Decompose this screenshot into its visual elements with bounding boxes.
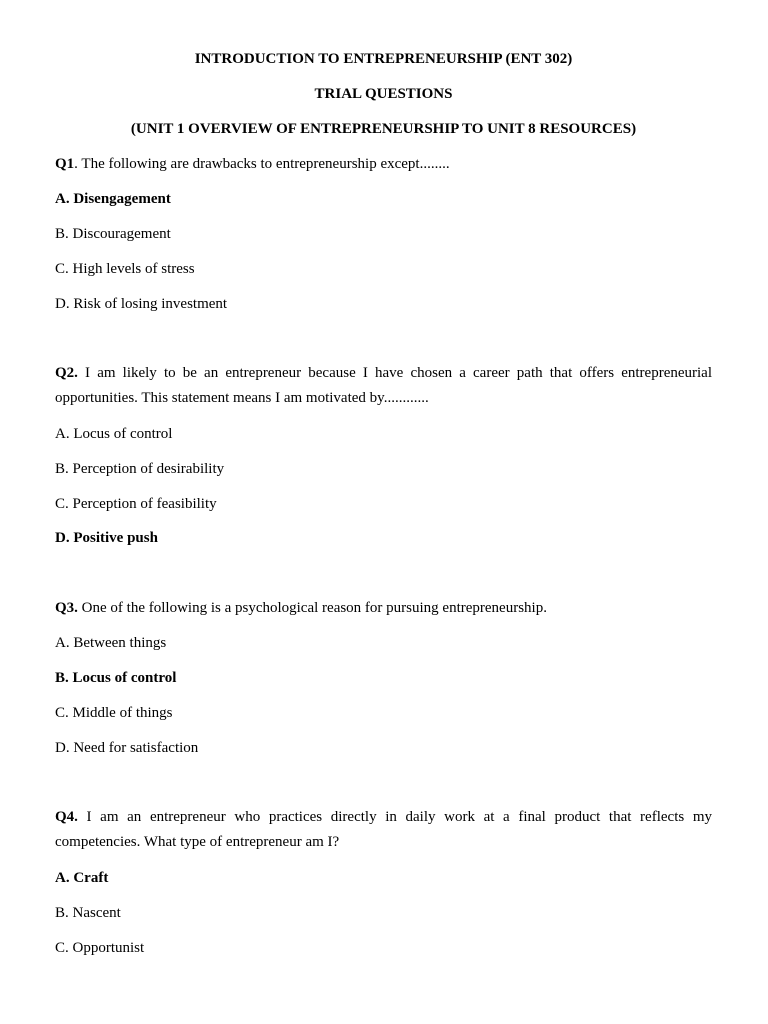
question-1-text: . The following are drawbacks to entrepreneurship except........ (74, 156, 450, 172)
question-1 (55, 156, 712, 173)
question-4 (55, 805, 712, 855)
question-2-number: Q2. (55, 365, 78, 381)
question-3 (55, 600, 712, 617)
document-title: INTRODUCTION TO ENTREPRENEURSHIP (ENT 302) (194, 51, 573, 67)
question-3-option-b: B. Locus of control (55, 670, 177, 686)
question-1-option-d: D. Risk of losing investment (55, 296, 228, 312)
question-4-option-a: A. Craft (55, 870, 109, 886)
question-4-option-c: C. Opportunist (55, 940, 145, 956)
question-4-number: Q4. (55, 809, 78, 825)
document-scope: (UNIT 1 OVERVIEW OF ENTREPRENEURSHIP TO UNIT 8 RESOURCES) (130, 121, 637, 137)
question-4-option-b: B. Nascent (55, 905, 121, 921)
question-1-option-b: B. Discouragement (55, 226, 171, 242)
question-1-option-c: C. High levels of stress (55, 261, 195, 277)
question-3-option-c: C. Middle of things (55, 705, 173, 721)
question-2-option-b: B. Perception of desirability (55, 461, 225, 477)
question-2-option-a: A. Locus of control (55, 426, 173, 442)
question-3-option-d: D. Need for satisfaction (55, 740, 199, 756)
question-3-text: One of the following is a psychological reason for pursuing entrepreneurship. (77, 600, 547, 616)
question-2 (55, 361, 712, 411)
question-3-option-a: A. Between things (55, 635, 167, 651)
question-3-number: Q3. (55, 600, 78, 616)
question-1-option-a: A. Disengagement (55, 191, 171, 207)
question-2-option-c: C. Perception of feasibility (55, 496, 217, 512)
question-2-text: I am likely to be an entrepreneur because I have chosen a career path that offers entrepreneurial opportunities. This statement means I am motivated by............ (55, 365, 712, 406)
document-subtitle: TRIAL QUESTIONS (314, 86, 453, 102)
question-4-text: I am an entrepreneur who practices directly in daily work at a final product that reflects my competencies. What type of entrepreneur am I? (55, 809, 712, 850)
question-2-option-d: D. Positive push (55, 530, 158, 546)
question-1-number: Q1 (55, 156, 75, 172)
